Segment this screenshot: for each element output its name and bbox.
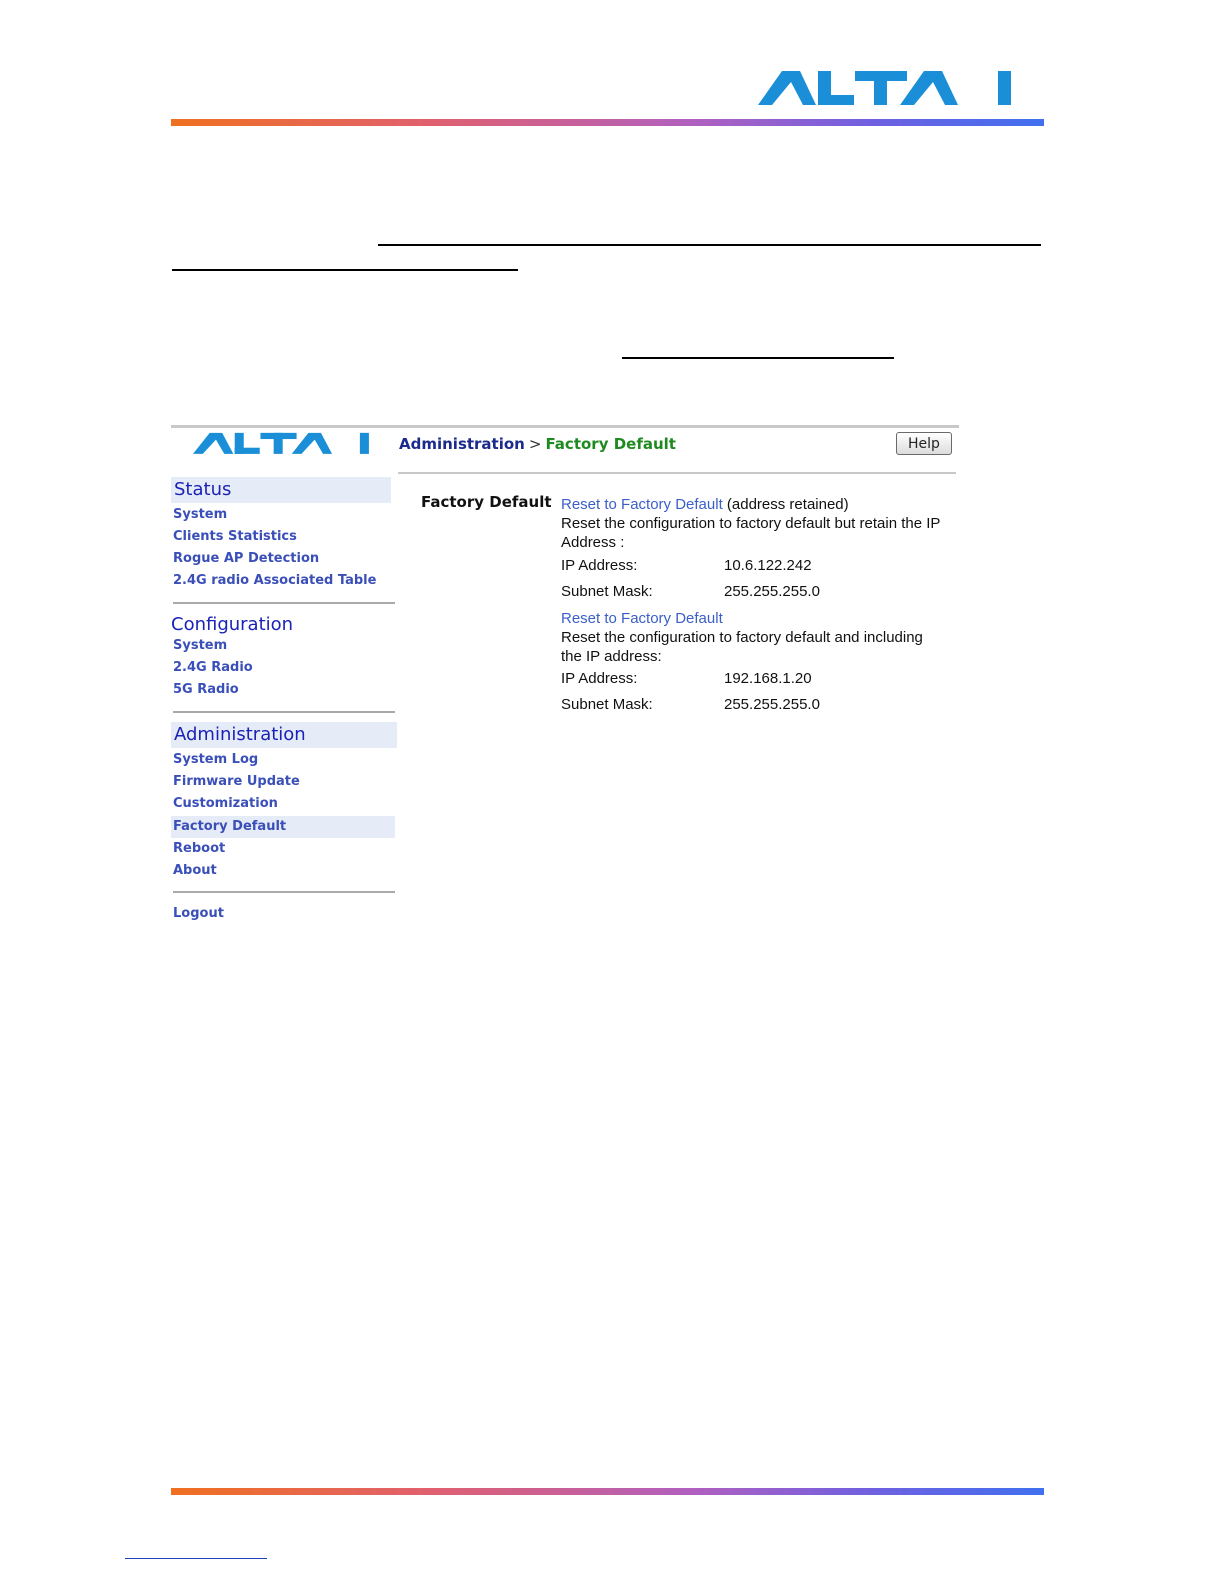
sidebar-item-config-system[interactable]: System	[173, 638, 228, 653]
reset-option-1	[561, 496, 849, 514]
reset-retain-address-link[interactable]: Reset to Factory Default	[561, 496, 723, 513]
breadcrumb-separator: >	[528, 435, 542, 453]
sidebar-item-clients-statistics[interactable]: Clients Statistics	[173, 529, 297, 544]
sidebar-item-radio-associated-table[interactable]: 2.4G radio Associated Table	[173, 573, 377, 588]
reset-full-link[interactable]: Reset to Factory Default	[561, 610, 723, 627]
sidebar-item-status-system[interactable]: System	[173, 507, 228, 522]
sidebar-item-24g-radio[interactable]: 2.4G Radio	[173, 660, 253, 675]
text-underline-rule	[378, 244, 1041, 246]
page-title: Factory Default	[421, 493, 552, 511]
sidebar-divider	[173, 711, 395, 713]
reset-option-2-desc-line1: Reset the configuration to factory default and including	[561, 629, 923, 646]
sidebar-item-reboot[interactable]: Reboot	[173, 841, 226, 856]
option-2-mask-value: 255.255.255.0	[724, 696, 820, 713]
footer-gradient-bar	[171, 1488, 1044, 1495]
option-1-mask-label: Subnet Mask:	[561, 583, 653, 600]
reset-option-1-desc-line2: Address :	[561, 534, 625, 551]
sidebar-heading-configuration: Configuration	[171, 614, 294, 635]
altai-document-logo	[758, 68, 1014, 110]
reset-option-1-suffix: (address retained)	[726, 496, 849, 513]
header-gradient-bar	[171, 119, 1044, 126]
option-2-ip-label: IP Address:	[561, 670, 638, 687]
sidebar-heading-administration: Administration	[171, 722, 397, 748]
help-button[interactable]: Help	[896, 432, 952, 455]
sidebar-item-about[interactable]: About	[173, 863, 217, 878]
reset-option-2	[561, 610, 723, 628]
sidebar-item-customization[interactable]: Customization	[173, 796, 278, 811]
sidebar-item-system-log[interactable]: System Log	[173, 752, 259, 767]
footer-underline	[125, 1558, 267, 1559]
breadcrumb	[399, 435, 676, 453]
option-1-mask-value: 255.255.255.0	[724, 583, 820, 600]
sidebar-item-factory-default[interactable]: Factory Default	[171, 816, 395, 838]
sidebar-divider	[173, 602, 395, 604]
sidebar-item-rogue-ap-detection[interactable]: Rogue AP Detection	[173, 551, 320, 566]
option-2-ip-value: 192.168.1.20	[724, 670, 812, 687]
reset-option-2-desc-line2: the IP address:	[561, 648, 662, 665]
breadcrumb-section[interactable]: Administration	[399, 435, 525, 453]
breadcrumb-current: Factory Default	[545, 435, 676, 453]
text-underline-rule	[172, 269, 518, 271]
panel-top-border	[171, 425, 959, 428]
reset-option-1-desc-line1: Reset the configuration to factory default but retain the IP	[561, 515, 941, 532]
sidebar-item-firmware-update[interactable]: Firmware Update	[173, 774, 300, 789]
text-underline-rule	[622, 357, 894, 359]
option-2-mask-label: Subnet Mask:	[561, 696, 653, 713]
option-1-ip-value: 10.6.122.242	[724, 557, 812, 574]
sidebar-item-logout[interactable]: Logout	[173, 906, 224, 921]
sidebar-item-5g-radio[interactable]: 5G Radio	[173, 682, 239, 697]
sidebar-heading-status: Status	[171, 477, 391, 503]
altai-ui-logo	[193, 431, 371, 457]
header-divider	[398, 472, 956, 474]
option-1-ip-label: IP Address:	[561, 557, 638, 574]
sidebar-divider	[173, 891, 395, 893]
web-admin-panel	[171, 425, 959, 930]
